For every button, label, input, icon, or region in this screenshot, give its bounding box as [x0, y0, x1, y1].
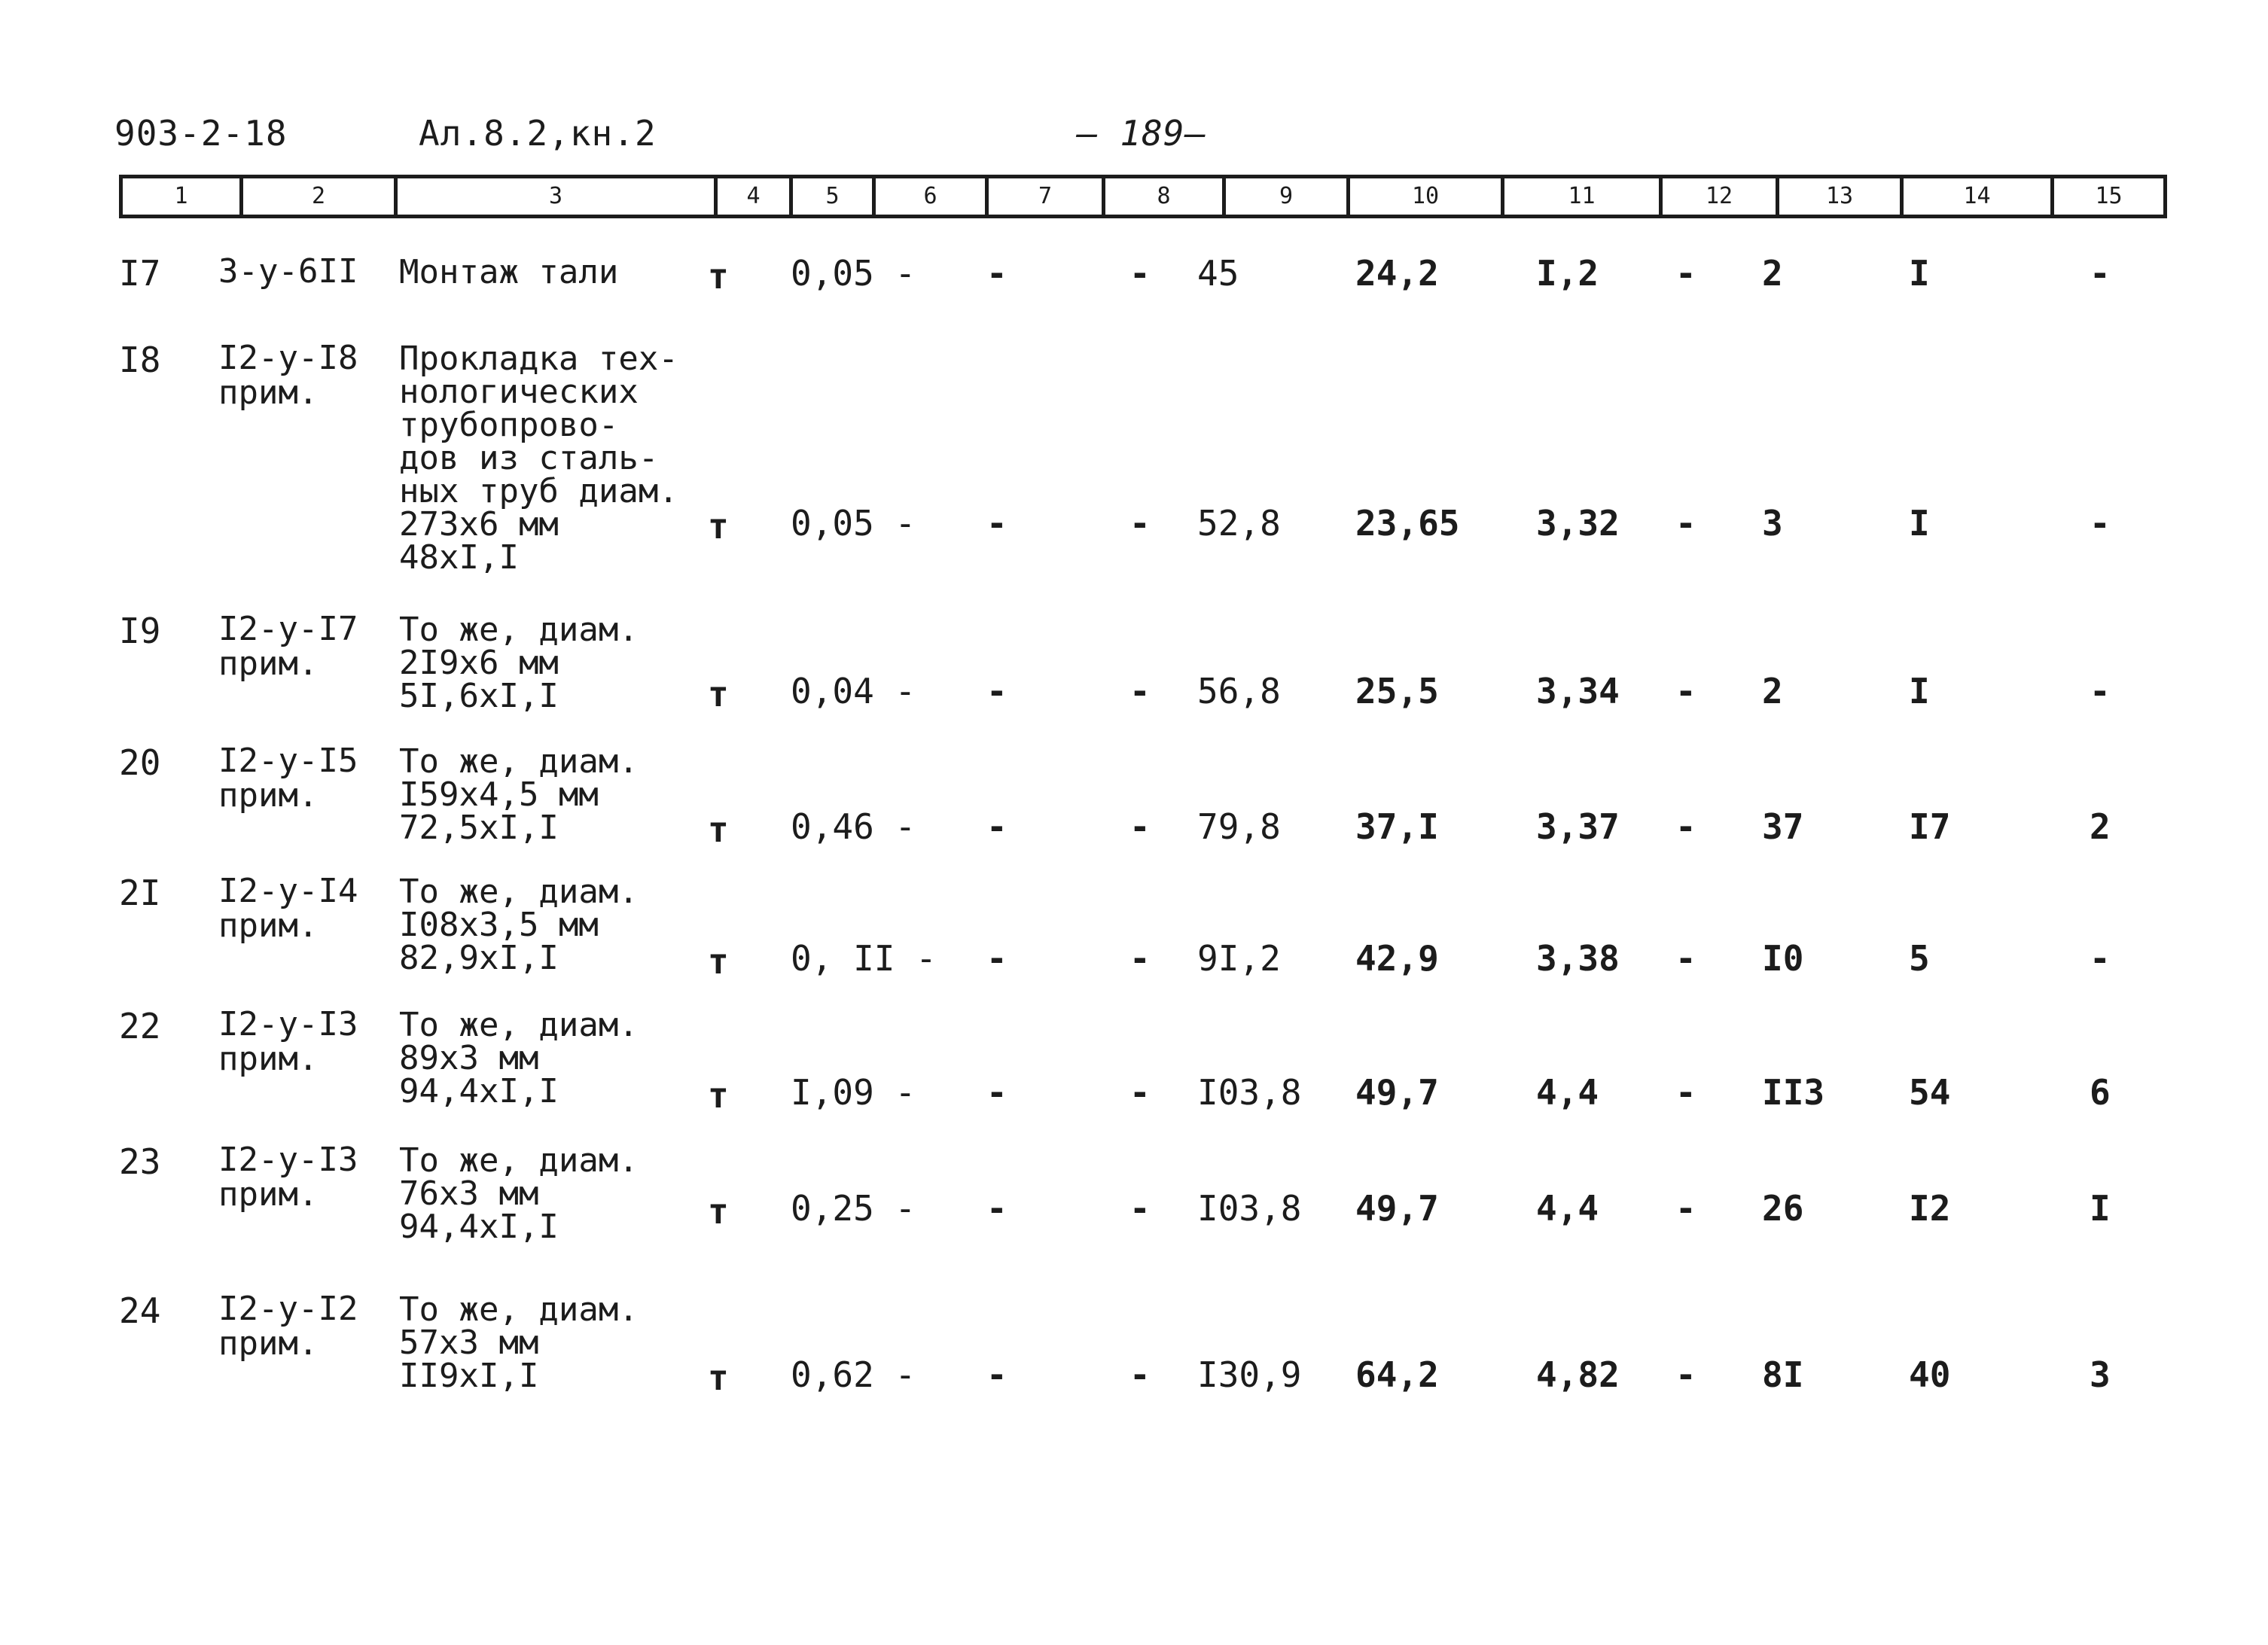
rate-code: I2-у-I7 прим. — [218, 610, 358, 683]
value-cell: I0 — [1762, 938, 1804, 979]
value-cell: 56,8 — [1197, 671, 1281, 711]
value-cell: 25,5 — [1355, 671, 1439, 711]
value-cell: 3,38 — [1536, 938, 1620, 979]
unit-cell: т — [708, 1075, 729, 1116]
value-cell: - — [2090, 253, 2111, 294]
work-description: То же, диам. I08х3,5 мм 82,9хI,I — [399, 873, 639, 977]
value-cell: 37,I — [1355, 806, 1439, 847]
value-cell: I — [1909, 503, 1930, 544]
dash-cell: - — [1129, 938, 1151, 979]
work-description: Прокладка тех- нологических трубопрово- дов из сталь- ных труб диам. 273х6 мм 48хI,I — [399, 340, 678, 577]
column-number: 14 — [1900, 178, 2050, 215]
rate-code: I2-у-I3 прим. — [218, 1141, 358, 1214]
row-number: 24 — [119, 1290, 161, 1331]
value-cell: 5 — [1909, 938, 1930, 979]
value-cell: I7 — [1909, 806, 1951, 847]
value-cell: 40 — [1909, 1354, 1951, 1395]
value-cell: I03,8 — [1197, 1072, 1302, 1113]
rate-code: I2-у-I3 прим. — [218, 1005, 358, 1078]
quantity-cell: 0,25 - — [791, 1188, 916, 1229]
value-cell: 3 — [2090, 1354, 2111, 1395]
rate-code: I2-у-I2 прим. — [218, 1290, 358, 1363]
column-number: 8 — [1102, 178, 1222, 215]
column-number-bar — [119, 175, 2167, 218]
work-description: То же, диам. 76х3 мм 94,4хI,I — [399, 1141, 639, 1246]
value-cell: 42,9 — [1355, 938, 1439, 979]
value-cell: I — [1909, 671, 1930, 711]
dash-cell: - — [1129, 503, 1151, 544]
rate-code: I2-у-I4 прим. — [218, 872, 358, 945]
value-cell: II3 — [1762, 1072, 1825, 1113]
unit-cell: т — [708, 256, 729, 297]
row-number: 23 — [119, 1141, 161, 1182]
value-cell: 79,8 — [1197, 806, 1281, 847]
quantity-cell: 0,62 - — [791, 1354, 916, 1395]
value-cell: 2 — [1762, 253, 1783, 294]
value-cell: 3 — [1762, 503, 1783, 544]
column-number: 9 — [1222, 178, 1346, 215]
dash-cell: - — [1675, 1188, 1696, 1229]
value-cell: I2 — [1909, 1188, 1951, 1229]
dash-cell: - — [1675, 806, 1696, 847]
value-cell: 6 — [2090, 1072, 2111, 1113]
column-number: 3 — [394, 178, 714, 215]
row-number: I8 — [119, 340, 161, 380]
page-number: — 189— — [1077, 113, 1207, 154]
column-number: 7 — [985, 178, 1102, 215]
unit-cell: т — [708, 674, 729, 714]
value-cell: 49,7 — [1355, 1072, 1439, 1113]
unit-cell: т — [708, 1191, 729, 1232]
column-number: 11 — [1501, 178, 1659, 215]
quantity-cell: 0,05 - — [791, 503, 916, 544]
value-cell: - — [2090, 503, 2111, 544]
dash-cell: - — [986, 938, 1007, 979]
value-cell: I03,8 — [1197, 1188, 1302, 1229]
dash-cell: - — [1129, 1354, 1151, 1395]
column-number: 5 — [789, 178, 872, 215]
column-number: 6 — [872, 178, 985, 215]
dash-cell: - — [986, 671, 1007, 711]
value-cell: I30,9 — [1197, 1354, 1302, 1395]
dash-cell: - — [986, 1354, 1007, 1395]
value-cell: 3,37 — [1536, 806, 1620, 847]
value-cell: 2 — [1762, 671, 1783, 711]
unit-cell: т — [708, 506, 729, 547]
value-cell: 49,7 — [1355, 1188, 1439, 1229]
quantity-cell: 0,04 - — [791, 671, 916, 711]
value-cell: 9I,2 — [1197, 938, 1281, 979]
dash-cell: - — [1675, 503, 1696, 544]
column-number: 2 — [239, 178, 394, 215]
value-cell: 24,2 — [1355, 253, 1439, 294]
value-cell: 23,65 — [1355, 503, 1460, 544]
dash-cell: - — [1129, 1072, 1151, 1113]
value-cell: 3,32 — [1536, 503, 1620, 544]
value-cell: - — [2090, 671, 2111, 711]
work-description: То же, диам. I59х4,5 мм 72,5хI,I — [399, 742, 639, 847]
unit-cell: т — [708, 941, 729, 982]
value-cell: 54 — [1909, 1072, 1951, 1113]
dash-cell: - — [1129, 806, 1151, 847]
value-cell: I — [1909, 253, 1930, 294]
rate-code: I2-у-I8 прим. — [218, 339, 358, 412]
album-reference: Ал.8.2,кн.2 — [419, 113, 657, 154]
dash-cell: - — [986, 503, 1007, 544]
quantity-cell: 0,46 - — [791, 806, 916, 847]
dash-cell: - — [1675, 253, 1696, 294]
value-cell: I — [2090, 1188, 2111, 1229]
quantity-cell: 0,05 - — [791, 253, 916, 294]
work-description: То же, диам. 89х3 мм 94,4хI,I — [399, 1006, 639, 1110]
quantity-cell: I,09 - — [791, 1072, 916, 1113]
unit-cell: т — [708, 809, 729, 850]
column-number: 15 — [2050, 178, 2167, 215]
column-number: 12 — [1659, 178, 1776, 215]
dash-cell: - — [986, 1188, 1007, 1229]
value-cell: 64,2 — [1355, 1354, 1439, 1395]
work-description: То же, диам. 57х3 мм II9хI,I — [399, 1290, 639, 1395]
dash-cell: - — [1675, 1072, 1696, 1113]
row-number: 2I — [119, 873, 161, 913]
dash-cell: - — [1675, 938, 1696, 979]
column-number: 1 — [119, 178, 239, 215]
value-cell: 4,4 — [1536, 1188, 1599, 1229]
value-cell: 4,82 — [1536, 1354, 1620, 1395]
dash-cell: - — [1675, 671, 1696, 711]
row-number: 22 — [119, 1006, 161, 1046]
document-code: 903-2-18 — [114, 113, 288, 154]
value-cell: 45 — [1197, 253, 1239, 294]
dash-cell: - — [986, 1072, 1007, 1113]
quantity-cell: 0, II - — [791, 938, 937, 979]
work-description: То же, диам. 2I9х6 мм 5I,6хI,I — [399, 611, 639, 715]
value-cell: 2 — [2090, 806, 2111, 847]
row-number: I9 — [119, 611, 161, 651]
dash-cell: - — [1129, 671, 1151, 711]
dash-cell: - — [986, 253, 1007, 294]
rate-code: 3-у-6II — [218, 252, 358, 291]
value-cell: 4,4 — [1536, 1072, 1599, 1113]
value-cell: - — [2090, 938, 2111, 979]
work-description: Монтаж тали — [399, 253, 619, 291]
dash-cell: - — [1675, 1354, 1696, 1395]
dash-cell: - — [1129, 1188, 1151, 1229]
value-cell: I,2 — [1536, 253, 1599, 294]
dash-cell: - — [986, 806, 1007, 847]
column-number: 4 — [714, 178, 789, 215]
dash-cell: - — [1129, 253, 1151, 294]
value-cell: 26 — [1762, 1188, 1804, 1229]
value-cell: 37 — [1762, 806, 1804, 847]
column-number: 13 — [1776, 178, 1900, 215]
value-cell: 3,34 — [1536, 671, 1620, 711]
value-cell: 8I — [1762, 1354, 1804, 1395]
row-number: 20 — [119, 742, 161, 783]
value-cell: 52,8 — [1197, 503, 1281, 544]
row-number: I7 — [119, 253, 161, 294]
column-number: 10 — [1346, 178, 1501, 215]
rate-code: I2-у-I5 прим. — [218, 742, 358, 815]
unit-cell: т — [708, 1357, 729, 1398]
